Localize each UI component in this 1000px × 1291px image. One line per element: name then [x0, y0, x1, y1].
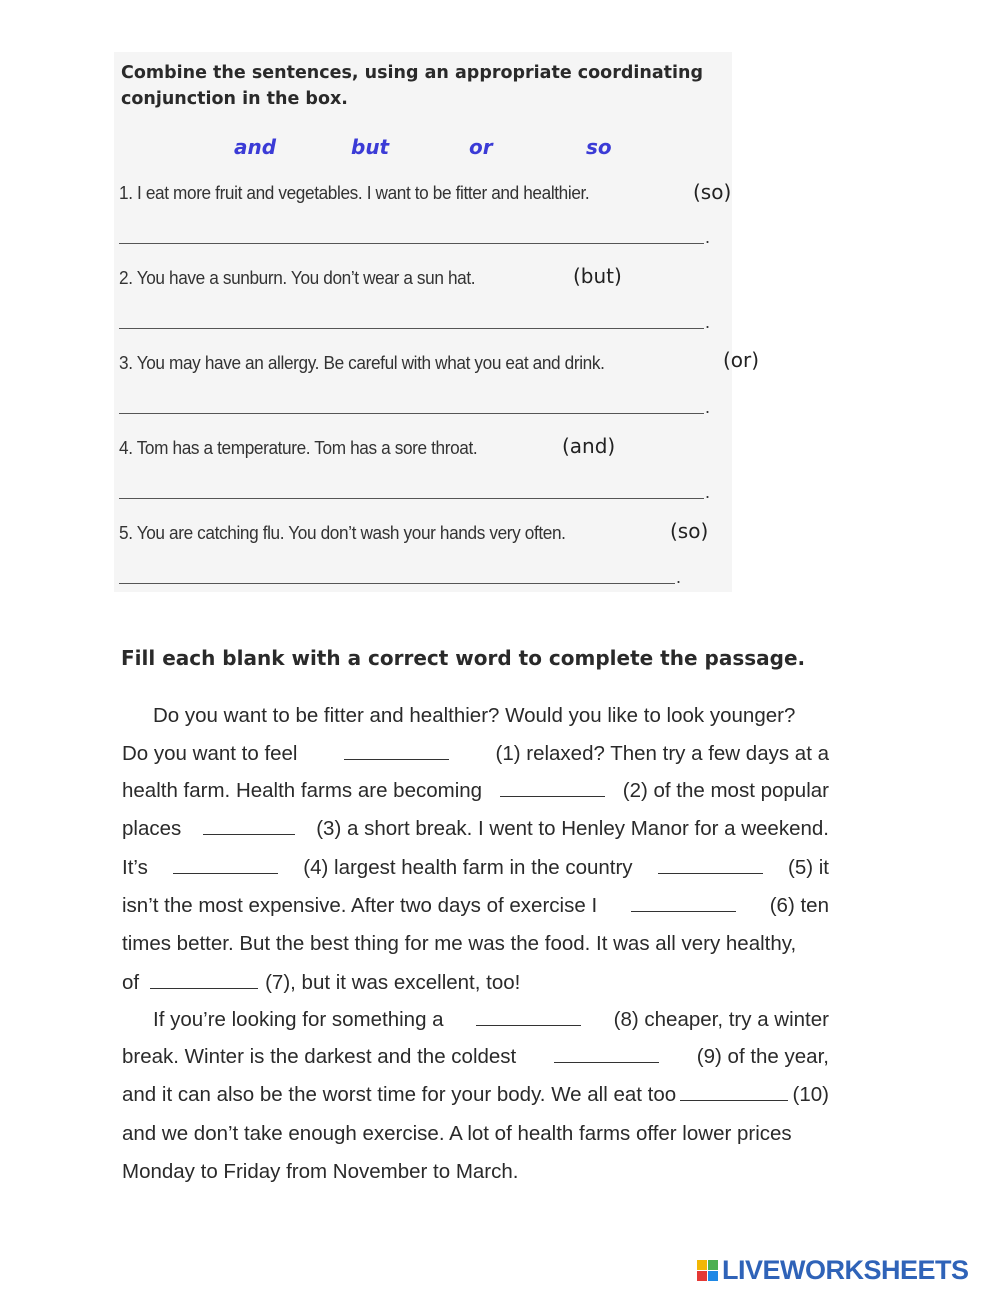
question-2-period: .	[705, 312, 711, 332]
blank-2-input[interactable]	[500, 795, 605, 797]
logo-square	[697, 1260, 707, 1270]
passage-text: places	[122, 817, 182, 840]
passage-line-3	[122, 779, 829, 803]
passage-line-12	[122, 1122, 829, 1146]
blank-8-input[interactable]	[476, 1024, 581, 1026]
question-1-text: 1. I eat more fruit and vegetables. I want to be fitter and healthier.	[119, 182, 590, 203]
passage-line-4	[122, 817, 829, 841]
passage-text: and we don’t take enough exercise. A lot of health farms offer lower prices	[122, 1122, 792, 1145]
passage-text: If you’re looking for something a	[153, 1008, 444, 1031]
blank-1-input[interactable]	[344, 758, 449, 760]
logo-mark-icon	[697, 1260, 718, 1281]
question-2-hint: (but)	[573, 264, 622, 288]
question-2-text: 2. You have a sunburn. You don’t wear a sun hat.	[119, 267, 476, 288]
blank-5-input[interactable]	[658, 872, 763, 874]
question-5-text: 5. You are catching flu. You don’t wash your hands very often.	[119, 522, 566, 543]
passage-text: (8) cheaper, try a winter	[613, 1008, 829, 1031]
passage-text: isn’t the most expensive. After two days of exercise I	[122, 894, 598, 917]
passage-line-13	[122, 1160, 829, 1184]
question-4-answer-line[interactable]	[119, 498, 704, 499]
question-5-period: .	[676, 567, 682, 587]
question-3-period: .	[705, 397, 711, 417]
passage-text: break. Winter is the darkest and the coldest	[122, 1045, 517, 1068]
passage-line-1	[122, 704, 829, 728]
passage-text: (4) largest health farm in the country	[303, 856, 633, 879]
question-4-text: 4. Tom has a temperature. Tom has a sore throat.	[119, 437, 478, 458]
exercise1-title-line1: Combine the sentences, using an appropriate coordinating	[121, 63, 703, 83]
question-5-hint: (so)	[670, 519, 709, 543]
blank-10-input[interactable]	[680, 1099, 788, 1101]
conjunction-but: but	[351, 135, 390, 159]
passage-text: health farm. Health farms are becoming	[122, 779, 483, 802]
blank-4-input[interactable]	[173, 872, 278, 874]
passage-text: (7), but it was excellent, too!	[265, 971, 521, 994]
question-1-answer-line[interactable]	[119, 243, 704, 244]
question-5-answer-line[interactable]	[119, 583, 675, 584]
exercise2-title: Fill each blank with a correct word to complete the passage.	[121, 646, 806, 670]
logo-square	[697, 1271, 707, 1281]
logo-text: LIVEWORKSHEETS	[722, 1254, 969, 1285]
question-3-hint: (or)	[723, 348, 760, 372]
blank-7-input[interactable]	[150, 987, 258, 989]
passage-text: and it can also be the worst time for your body. We all eat too	[122, 1083, 677, 1106]
exercise1-title-line2: conjunction in the box.	[121, 89, 348, 109]
question-1-hint: (so)	[693, 180, 732, 204]
passage-line-11	[122, 1083, 829, 1107]
passage-text: Monday to Friday from November to March.	[122, 1160, 519, 1183]
passage-line-6	[122, 894, 829, 918]
passage-text: (5) it	[788, 856, 829, 879]
passage-text: (1) relaxed? Then try a few days at a	[495, 742, 829, 765]
passage-line-7	[122, 932, 829, 956]
passage-line-5	[122, 856, 829, 880]
question-3-text: 3. You may have an allergy. Be careful with what you eat and drink.	[119, 352, 605, 373]
question-4-period: .	[705, 482, 711, 502]
passage-text: Do you want to be fitter and healthier? Would you like to look younger?	[153, 704, 796, 727]
liveworksheets-logo	[697, 1255, 969, 1285]
passage-line-10	[122, 1045, 829, 1069]
logo-square	[708, 1260, 718, 1270]
passage-text: (6) ten	[769, 894, 829, 917]
conjunction-so: so	[586, 135, 612, 159]
blank-6-input[interactable]	[631, 910, 736, 912]
logo-square	[708, 1271, 718, 1281]
exercise1-title	[121, 60, 741, 112]
conjunction-or: or	[469, 135, 493, 159]
exercise-box-background	[114, 52, 732, 592]
question-4-hint: (and)	[562, 434, 616, 458]
passage-text: (9) of the year,	[696, 1045, 829, 1068]
passage-text: (10)	[792, 1083, 829, 1106]
passage-text: Do you want to feel	[122, 742, 298, 765]
question-3-answer-line[interactable]	[119, 413, 704, 414]
passage-text: It’s	[122, 856, 148, 879]
passage-line-9	[122, 1008, 829, 1032]
conjunction-and: and	[234, 135, 277, 159]
passage-text: (3) a short break. I went to Henley Manor for a weekend.	[316, 817, 829, 840]
passage-text: times better. But the best thing for me was the food. It was all very healthy,	[122, 932, 797, 955]
passage-line-8	[122, 971, 829, 995]
passage-text: of	[122, 971, 140, 994]
blank-9-input[interactable]	[554, 1061, 659, 1063]
passage-text: (2) of the most popular	[622, 779, 829, 802]
blank-3-input[interactable]	[203, 833, 295, 835]
passage-line-2	[122, 742, 829, 766]
question-2-answer-line[interactable]	[119, 328, 704, 329]
question-1-period: .	[705, 227, 711, 247]
